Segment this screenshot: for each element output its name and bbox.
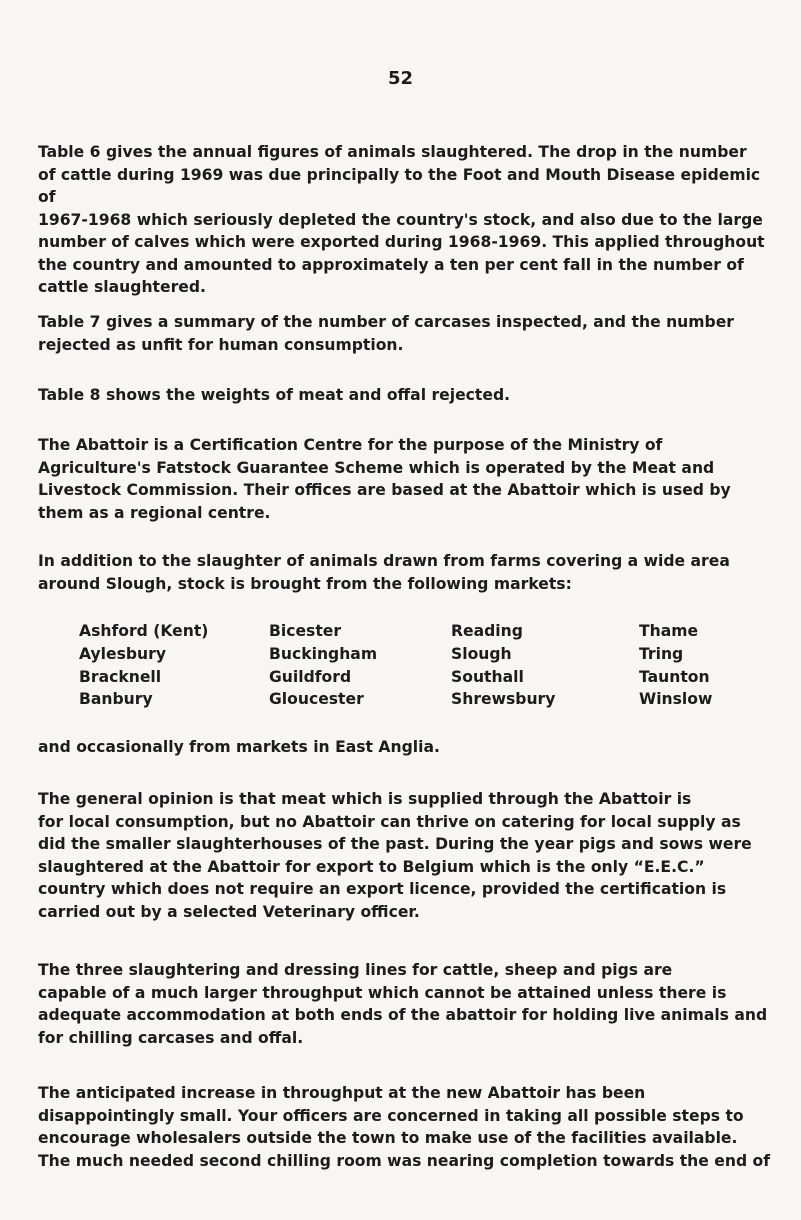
market-name: Bicester	[269, 622, 342, 640]
line: In addition to the slaughter of animals drawn from farms covering a wide area	[38, 552, 730, 570]
market-name: Buckingham	[269, 644, 378, 663]
line: disappointingly small. Your officers are concerned in taking all possible steps to	[38, 1106, 744, 1125]
markets-column	[639, 620, 712, 711]
market-name: Winslow	[639, 690, 713, 709]
market-name: Aylesbury	[79, 644, 166, 663]
market-name: Shrewsbury	[451, 690, 556, 709]
line: Table 6 gives the annual figures of animals slaughtered. The drop in the number	[38, 143, 747, 161]
market-name: Banbury	[79, 690, 153, 709]
paragraph-east-anglia	[38, 736, 778, 759]
line: number of calves which were exported during 1968-1969. This applied throughout	[38, 233, 765, 251]
market-name: Guildford	[269, 667, 352, 686]
line: and occasionally from markets in East Anglia.	[38, 738, 440, 756]
line: The general opinion is that meat which is supplied through the Abattoir is	[38, 790, 692, 808]
markets-column	[451, 620, 555, 711]
market-name: Gloucester	[269, 690, 364, 709]
line: around Slough, stock is brought from the following markets:	[38, 574, 572, 593]
line: the country and amounted to approximately a ten per cent fall in the number of	[38, 255, 744, 274]
line: The much needed second chilling room was nearing completion towards the end of	[38, 1151, 771, 1170]
line: 1967-1968 which seriously depleted the country's stock, and also due to the large	[38, 210, 763, 229]
market-name: Reading	[451, 622, 523, 640]
line: Table 8 shows the weights of meat and offal rejected.	[38, 386, 511, 404]
paragraph-anticipated-increase	[38, 1082, 778, 1172]
market-name: Southall	[451, 667, 524, 686]
paragraph-table-8	[38, 384, 778, 407]
market-name: Thame	[639, 622, 699, 640]
line: cattle slaughtered.	[38, 278, 206, 296]
paragraph-table-6	[38, 141, 778, 299]
line: encourage wholesalers outside the town to make use of the facilities available.	[38, 1129, 738, 1147]
line: adequate accommodation at both ends of the abattoir for holding live animals and	[38, 1006, 768, 1024]
market-name: Taunton	[639, 667, 710, 686]
line: The three slaughtering and dressing lines for cattle, sheep and pigs are	[38, 961, 673, 979]
page-number: 52	[387, 68, 414, 89]
line: them as a regional centre.	[38, 503, 271, 522]
paragraph-table-7	[38, 311, 778, 356]
line: carried out by a selected Veterinary officer.	[38, 902, 420, 921]
line: of cattle during 1969 was due principally to the Foot and Mouth Disease epidemic of	[38, 165, 761, 206]
paragraph-markets-intro	[38, 550, 778, 595]
markets-column	[79, 620, 208, 711]
line: rejected as unfit for human consumption.	[38, 335, 404, 354]
line: slaughtered at the Abattoir for export to Belgium which is the only “E.E.C.”	[38, 857, 705, 876]
paragraph-certification-centre	[38, 434, 778, 524]
line: The anticipated increase in throughput at the new Abattoir has been	[38, 1084, 646, 1102]
market-name: Ashford (Kent)	[79, 622, 209, 640]
market-name: Tring	[639, 644, 684, 663]
market-name: Bracknell	[79, 667, 162, 686]
line: capable of a much larger throughput which cannot be attained unless there is	[38, 983, 727, 1002]
line: Table 7 gives a summary of the number of carcases inspected, and the number	[38, 313, 734, 331]
line: did the smaller slaughterhouses of the past. During the year pigs and sows were	[38, 835, 752, 853]
paragraph-general-opinion	[38, 788, 778, 923]
line: Agriculture's Fatstock Guarantee Scheme which is operated by the Meat and	[38, 458, 715, 477]
paragraph-slaughtering-lines	[38, 959, 778, 1049]
market-name: Slough	[451, 644, 512, 663]
line: The Abattoir is a Certification Centre for the purpose of the Ministry of	[38, 436, 663, 454]
markets-column	[269, 620, 377, 711]
line: for chilling carcases and offal.	[38, 1028, 304, 1047]
line: Livestock Commission. Their offices are based at the Abattoir which is used by	[38, 481, 731, 499]
line: country which does not require an export licence, provided the certification is	[38, 880, 727, 898]
line: for local consumption, but no Abattoir can thrive on catering for local supply as	[38, 812, 741, 831]
